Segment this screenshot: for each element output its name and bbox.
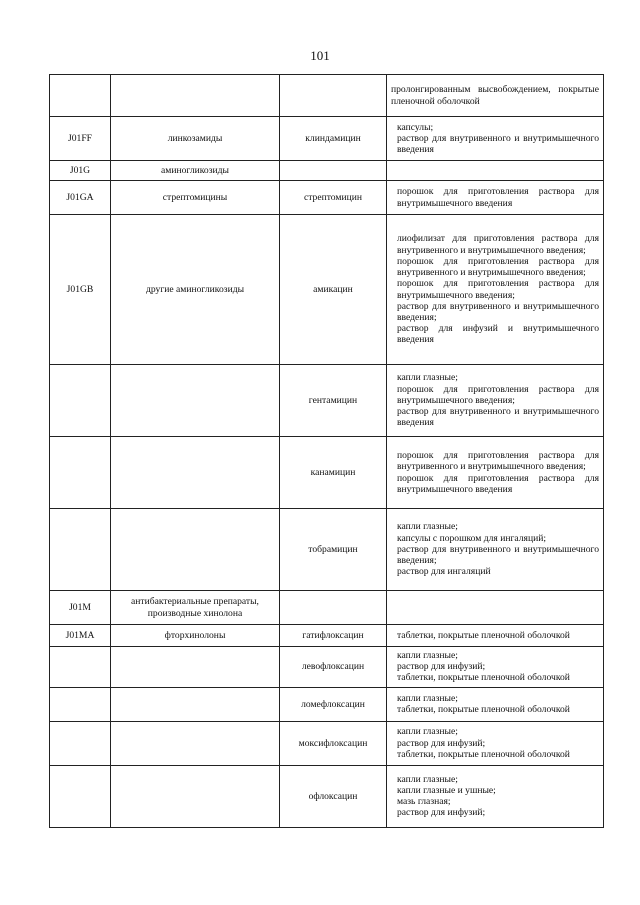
table-row bbox=[50, 437, 604, 509]
pharmacological-group-cell bbox=[111, 721, 280, 765]
dosage-form-line: капли глазные; bbox=[397, 773, 458, 785]
dosage-form-line: порошок для приготовления раствора для внутримышечного введения; bbox=[397, 383, 599, 406]
drug-name-cell: канамицин bbox=[280, 437, 387, 509]
dosage-forms-cell bbox=[387, 647, 604, 688]
dosage-forms-cell bbox=[387, 181, 604, 215]
pharmacological-group-cell bbox=[111, 365, 280, 437]
atc-code-cell: J01GB bbox=[50, 215, 111, 365]
dosage-form-line: пролонгированным высвобождением, покрытые пленочной оболочкой bbox=[391, 84, 599, 107]
dosage-forms-cell bbox=[387, 625, 604, 647]
pharmacological-group-cell bbox=[111, 687, 280, 721]
dosage-form-line: раствор для внутривенного и внутримышечного введения bbox=[397, 406, 599, 429]
dosage-form-line: капли глазные; bbox=[397, 372, 458, 384]
dosage-forms-cell bbox=[387, 75, 604, 117]
dosage-form-line: раствор для инфузий; bbox=[397, 807, 486, 819]
dosage-form-line: лиофилизат для приготовления раствора для внутривенного и внутримышечного введения; bbox=[397, 233, 599, 256]
drug-name-cell bbox=[280, 75, 387, 117]
pharmacological-group-cell bbox=[111, 765, 280, 827]
drug-name-cell: клиндамицин bbox=[280, 117, 387, 161]
table-row bbox=[50, 365, 604, 437]
page-number: 101 bbox=[310, 48, 330, 63]
dosage-form-line: порошок для приготовления раствора для внутривенного и внутримышечного введения; bbox=[397, 450, 599, 473]
dosage-form-line: капли глазные; bbox=[397, 521, 458, 533]
dosage-forms-cell bbox=[387, 365, 604, 437]
dosage-form-line: мазь глазная; bbox=[397, 796, 451, 808]
table-row bbox=[50, 75, 604, 117]
drug-name-cell: ломефлоксацин bbox=[280, 687, 387, 721]
dosage-form-line: порошок для приготовления раствора для внутримышечного введения bbox=[397, 472, 599, 495]
atc-code-cell: J01FF bbox=[50, 117, 111, 161]
pharmacological-group-cell bbox=[111, 75, 280, 117]
drug-name-cell: левофлоксацин bbox=[280, 647, 387, 688]
table-row bbox=[50, 161, 604, 181]
table-row bbox=[50, 647, 604, 688]
pharmacological-group-cell: аминогликозиды bbox=[111, 161, 280, 181]
dosage-form-line: таблетки, покрытые пленочной оболочкой bbox=[397, 748, 570, 760]
atc-code-cell bbox=[50, 509, 111, 591]
drug-table bbox=[49, 74, 604, 828]
dosage-form-line: раствор для ингаляций bbox=[397, 566, 491, 578]
atc-code-cell bbox=[50, 721, 111, 765]
dosage-form-line: порошок для приготовления раствора для внутривенного и внутримышечного введения; bbox=[397, 255, 599, 279]
dosage-forms-cell bbox=[387, 117, 604, 161]
dosage-form-line: капли глазные; bbox=[397, 692, 458, 704]
table-row bbox=[50, 509, 604, 591]
table-row bbox=[50, 721, 604, 765]
atc-code-cell: J01GA bbox=[50, 181, 111, 215]
table-row bbox=[50, 117, 604, 161]
dosage-forms-cell bbox=[387, 721, 604, 765]
drug-name-cell: моксифлоксацин bbox=[280, 721, 387, 765]
pharmacological-group-cell bbox=[111, 647, 280, 688]
pharmacological-group-cell: стрептомицины bbox=[111, 181, 280, 215]
dosage-form-line: капсулы с порошком для ингаляций; bbox=[397, 532, 547, 544]
pharmacological-group-cell bbox=[111, 437, 280, 509]
pharmacological-group-cell: антибактериальные препараты, производные хинолона bbox=[111, 591, 280, 625]
pharmacological-group-cell: фторхинолоны bbox=[111, 625, 280, 647]
atc-code-cell bbox=[50, 687, 111, 721]
dosage-forms-cell bbox=[387, 437, 604, 509]
atc-code-cell bbox=[50, 437, 111, 509]
atc-code-cell bbox=[50, 75, 111, 117]
dosage-form-line: раствор для инфузий; bbox=[397, 661, 486, 673]
atc-code-cell: J01MA bbox=[50, 625, 111, 647]
dosage-forms-cell bbox=[387, 765, 604, 827]
atc-code-cell: J01G bbox=[50, 161, 111, 181]
dosage-form-line: раствор для внутривенного и внутримышечного введения; bbox=[397, 300, 599, 323]
drug-name-cell: тобрамицин bbox=[280, 509, 387, 591]
dosage-forms-cell bbox=[387, 687, 604, 721]
drug-name-cell bbox=[280, 591, 387, 625]
drug-name-cell: офлоксацин bbox=[280, 765, 387, 827]
atc-code-cell: J01M bbox=[50, 591, 111, 625]
dosage-form-line: раствор для инфузий и внутримышечного введения bbox=[397, 323, 599, 346]
dosage-form-line: капсулы; bbox=[397, 121, 434, 133]
table-row bbox=[50, 591, 604, 625]
table-row bbox=[50, 625, 604, 647]
table-row bbox=[50, 687, 604, 721]
dosage-form-line: раствор для внутривенного и внутримышечного введения bbox=[397, 132, 599, 156]
dosage-form-line: порошок для приготовления раствора для внутримышечного введения bbox=[397, 186, 599, 209]
dosage-form-line: таблетки, покрытые пленочной оболочкой bbox=[397, 704, 570, 716]
table-row bbox=[50, 765, 604, 827]
table-body bbox=[50, 75, 604, 828]
dosage-form-line: капли глазные; bbox=[397, 726, 458, 738]
dosage-forms-cell bbox=[387, 591, 604, 625]
dosage-form-line: раствор для инфузий; bbox=[397, 737, 486, 749]
table-row bbox=[50, 215, 604, 365]
atc-code-cell bbox=[50, 365, 111, 437]
pharmacological-group-cell: другие аминогликозиды bbox=[111, 215, 280, 365]
dosage-form-line: капли глазные; bbox=[397, 650, 458, 661]
drug-name-cell: гентамицин bbox=[280, 365, 387, 437]
dosage-forms-cell bbox=[387, 509, 604, 591]
dosage-form-line: раствор для внутривенного и внутримышечного введения; bbox=[397, 543, 599, 567]
dosage-form-line: таблетки, покрытые пленочной оболочкой bbox=[397, 672, 570, 684]
dosage-form-line: таблетки, покрытые пленочной оболочкой bbox=[397, 629, 570, 641]
atc-code-cell bbox=[50, 765, 111, 827]
dosage-form-line: капли глазные и ушные; bbox=[397, 784, 496, 796]
dosage-forms-cell bbox=[387, 161, 604, 181]
table-row bbox=[50, 181, 604, 215]
drug-name-cell: амикацин bbox=[280, 215, 387, 365]
atc-code-cell bbox=[50, 647, 111, 688]
dosage-form-line: порошок для приготовления раствора для внутримышечного введения; bbox=[397, 278, 599, 301]
drug-name-cell bbox=[280, 161, 387, 181]
pharmacological-group-cell bbox=[111, 509, 280, 591]
drug-name-cell: стрептомицин bbox=[280, 181, 387, 215]
drug-name-cell: гатифлоксацин bbox=[280, 625, 387, 647]
pharmacological-group-cell: линкозамиды bbox=[111, 117, 280, 161]
dosage-forms-cell bbox=[387, 215, 604, 365]
